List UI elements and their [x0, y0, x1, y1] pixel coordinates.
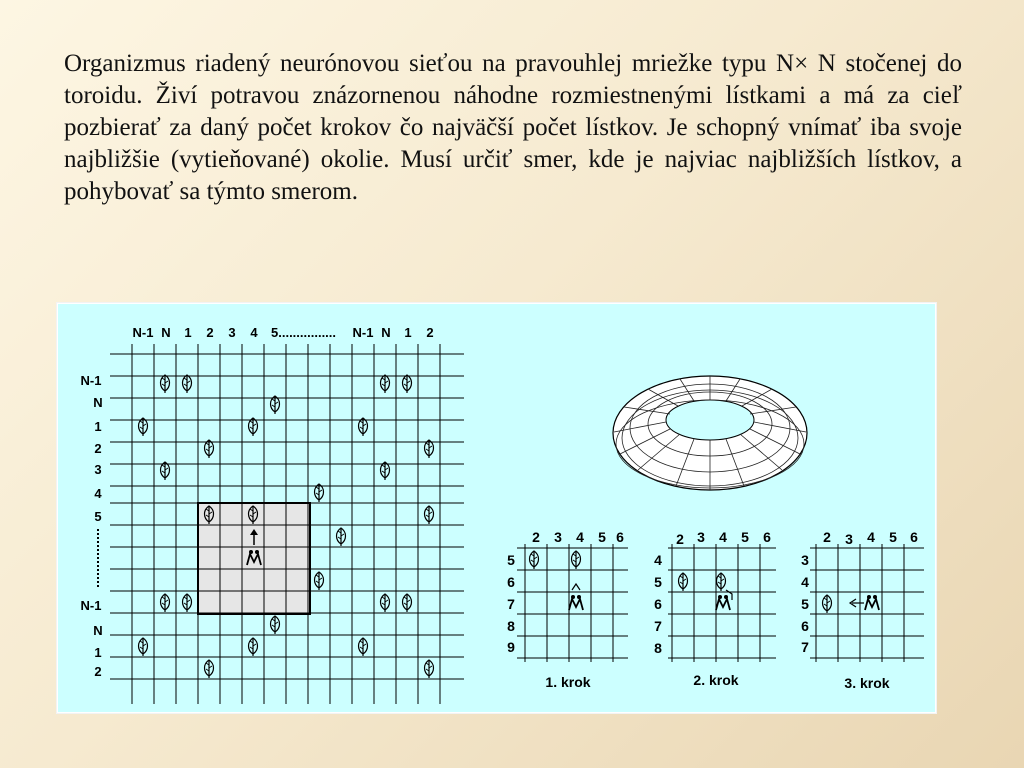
leaf-icon: [183, 375, 192, 393]
left-label: 5: [94, 509, 102, 524]
leaf-icon: [161, 462, 170, 480]
step-row-label: 5: [654, 574, 662, 590]
left-label: N: [93, 623, 103, 638]
step-row-label: 5: [801, 596, 809, 612]
leaf-icon: [403, 375, 412, 393]
step-caption: 3. krok: [844, 675, 890, 691]
leaf-icon: [315, 572, 324, 590]
step-row-label: 4: [654, 552, 662, 568]
big-grid: [81, 325, 464, 704]
step-grid-3: [801, 529, 924, 691]
shaded-neighborhood: [198, 503, 310, 614]
step-col-label: 2: [532, 529, 540, 545]
step-col-label: 5: [598, 529, 606, 545]
leaf-icon: [249, 418, 258, 436]
leaf-icon: [679, 573, 688, 591]
step-row-label: 8: [507, 618, 515, 634]
top-label: 3: [228, 325, 236, 340]
left-label: 3: [94, 462, 102, 477]
leaf-icon: [315, 484, 324, 502]
step-row-label: 7: [801, 639, 809, 655]
left-label: 1: [94, 645, 102, 660]
leaf-icon: [403, 594, 412, 612]
figure-svg: [58, 304, 935, 712]
leaf-icon: [249, 638, 258, 656]
left-label: 2: [94, 664, 102, 679]
step-col-label: 3: [554, 529, 562, 545]
figure-panel: [57, 303, 936, 713]
leaf-icon: [271, 396, 280, 414]
top-label: 2: [426, 325, 434, 340]
leaf-icon: [530, 551, 539, 569]
step-row-label: 9: [507, 639, 515, 655]
left-label: N-1: [80, 598, 102, 613]
leaf-icon: [381, 462, 390, 480]
leaf-icon: [823, 595, 832, 613]
step-row-label: 6: [801, 618, 809, 634]
leaf-icon: [381, 375, 390, 393]
step-col-label: 5: [741, 529, 749, 545]
leaf-icon: [359, 638, 368, 656]
step-row-label: 7: [654, 618, 662, 634]
leaf-icon: [425, 660, 434, 678]
leaf-icon: [161, 594, 170, 612]
top-label: 5................: [271, 325, 337, 340]
top-label: N-1: [132, 325, 154, 340]
step-col-label: 2: [676, 531, 684, 547]
step-col-label: 3: [845, 531, 853, 547]
step-row-label: 3: [801, 552, 809, 568]
left-label: 4: [94, 486, 102, 501]
step-row-label: 7: [507, 596, 515, 612]
step-row-label: 4: [801, 574, 809, 590]
leaf-icon: [271, 616, 280, 634]
leaf-icon: [183, 594, 192, 612]
top-label: 1: [184, 325, 192, 340]
step-row-label: 5: [507, 552, 515, 568]
left-label: N-1: [80, 373, 102, 388]
leaf-icon: [205, 660, 214, 678]
arrow-icon: [850, 599, 864, 607]
leaf-icon: [425, 506, 434, 524]
leaf-icon: [381, 594, 390, 612]
leaf-icon: [425, 440, 434, 458]
top-label: N: [381, 325, 391, 340]
step-row-label: 6: [507, 574, 515, 590]
body-paragraph: Organizmus riadený neurónovou sieťou na pravouhlej mriežke typu N× N stočenej do toroidu. Živí potravou znázornenou náhodne rozmiestnenými lístkami a má za cieľ pozbierať za daný počet krokov čo najväčší počet lístkov. Je schopný vnímať iba svoje najbližšie (vytieňované) okolie. Musí určiť smer, kde je najviac najbližších lístkov, a pohybovať sa týmto smerom.: [64, 50, 962, 205]
step-grid-1: [507, 529, 628, 690]
top-label: 2: [206, 325, 214, 340]
leaf-icon: [717, 573, 726, 591]
step-col-label: 6: [910, 529, 918, 545]
step-col-label: 4: [867, 529, 875, 545]
organism-icon: [716, 595, 730, 610]
step-grid-2: [654, 529, 776, 688]
leaf-icon: [205, 440, 214, 458]
step-caption: 2. krok: [693, 672, 739, 688]
leaf-icon: [359, 418, 368, 436]
torus-icon: [613, 376, 807, 490]
leaf-icon: [139, 638, 148, 656]
top-label: 4: [250, 325, 258, 340]
top-label: N: [161, 325, 171, 340]
left-label: 1: [94, 419, 102, 434]
step-row-label: 8: [654, 640, 662, 656]
step-col-label: 4: [576, 529, 584, 545]
step-col-label: 3: [697, 529, 705, 545]
leaf-icon: [572, 551, 581, 569]
arrow-icon: [572, 584, 580, 590]
left-label: 2: [94, 441, 102, 456]
left-label: N: [93, 395, 103, 410]
step-row-label: 6: [654, 596, 662, 612]
leaf-icon: [139, 418, 148, 436]
top-label: N-1: [352, 325, 374, 340]
step-col-label: 2: [823, 529, 831, 545]
leaf-icon: [337, 528, 346, 546]
step-col-label: 6: [616, 529, 624, 545]
organism-icon: [865, 595, 879, 610]
leaf-icon: [161, 375, 170, 393]
step-caption: 1. krok: [545, 674, 591, 690]
step-col-label: 4: [719, 529, 727, 545]
step-col-label: 6: [763, 529, 771, 545]
top-label: 1: [404, 325, 412, 340]
step-col-label: 5: [889, 529, 897, 545]
organism-icon: [569, 595, 583, 610]
